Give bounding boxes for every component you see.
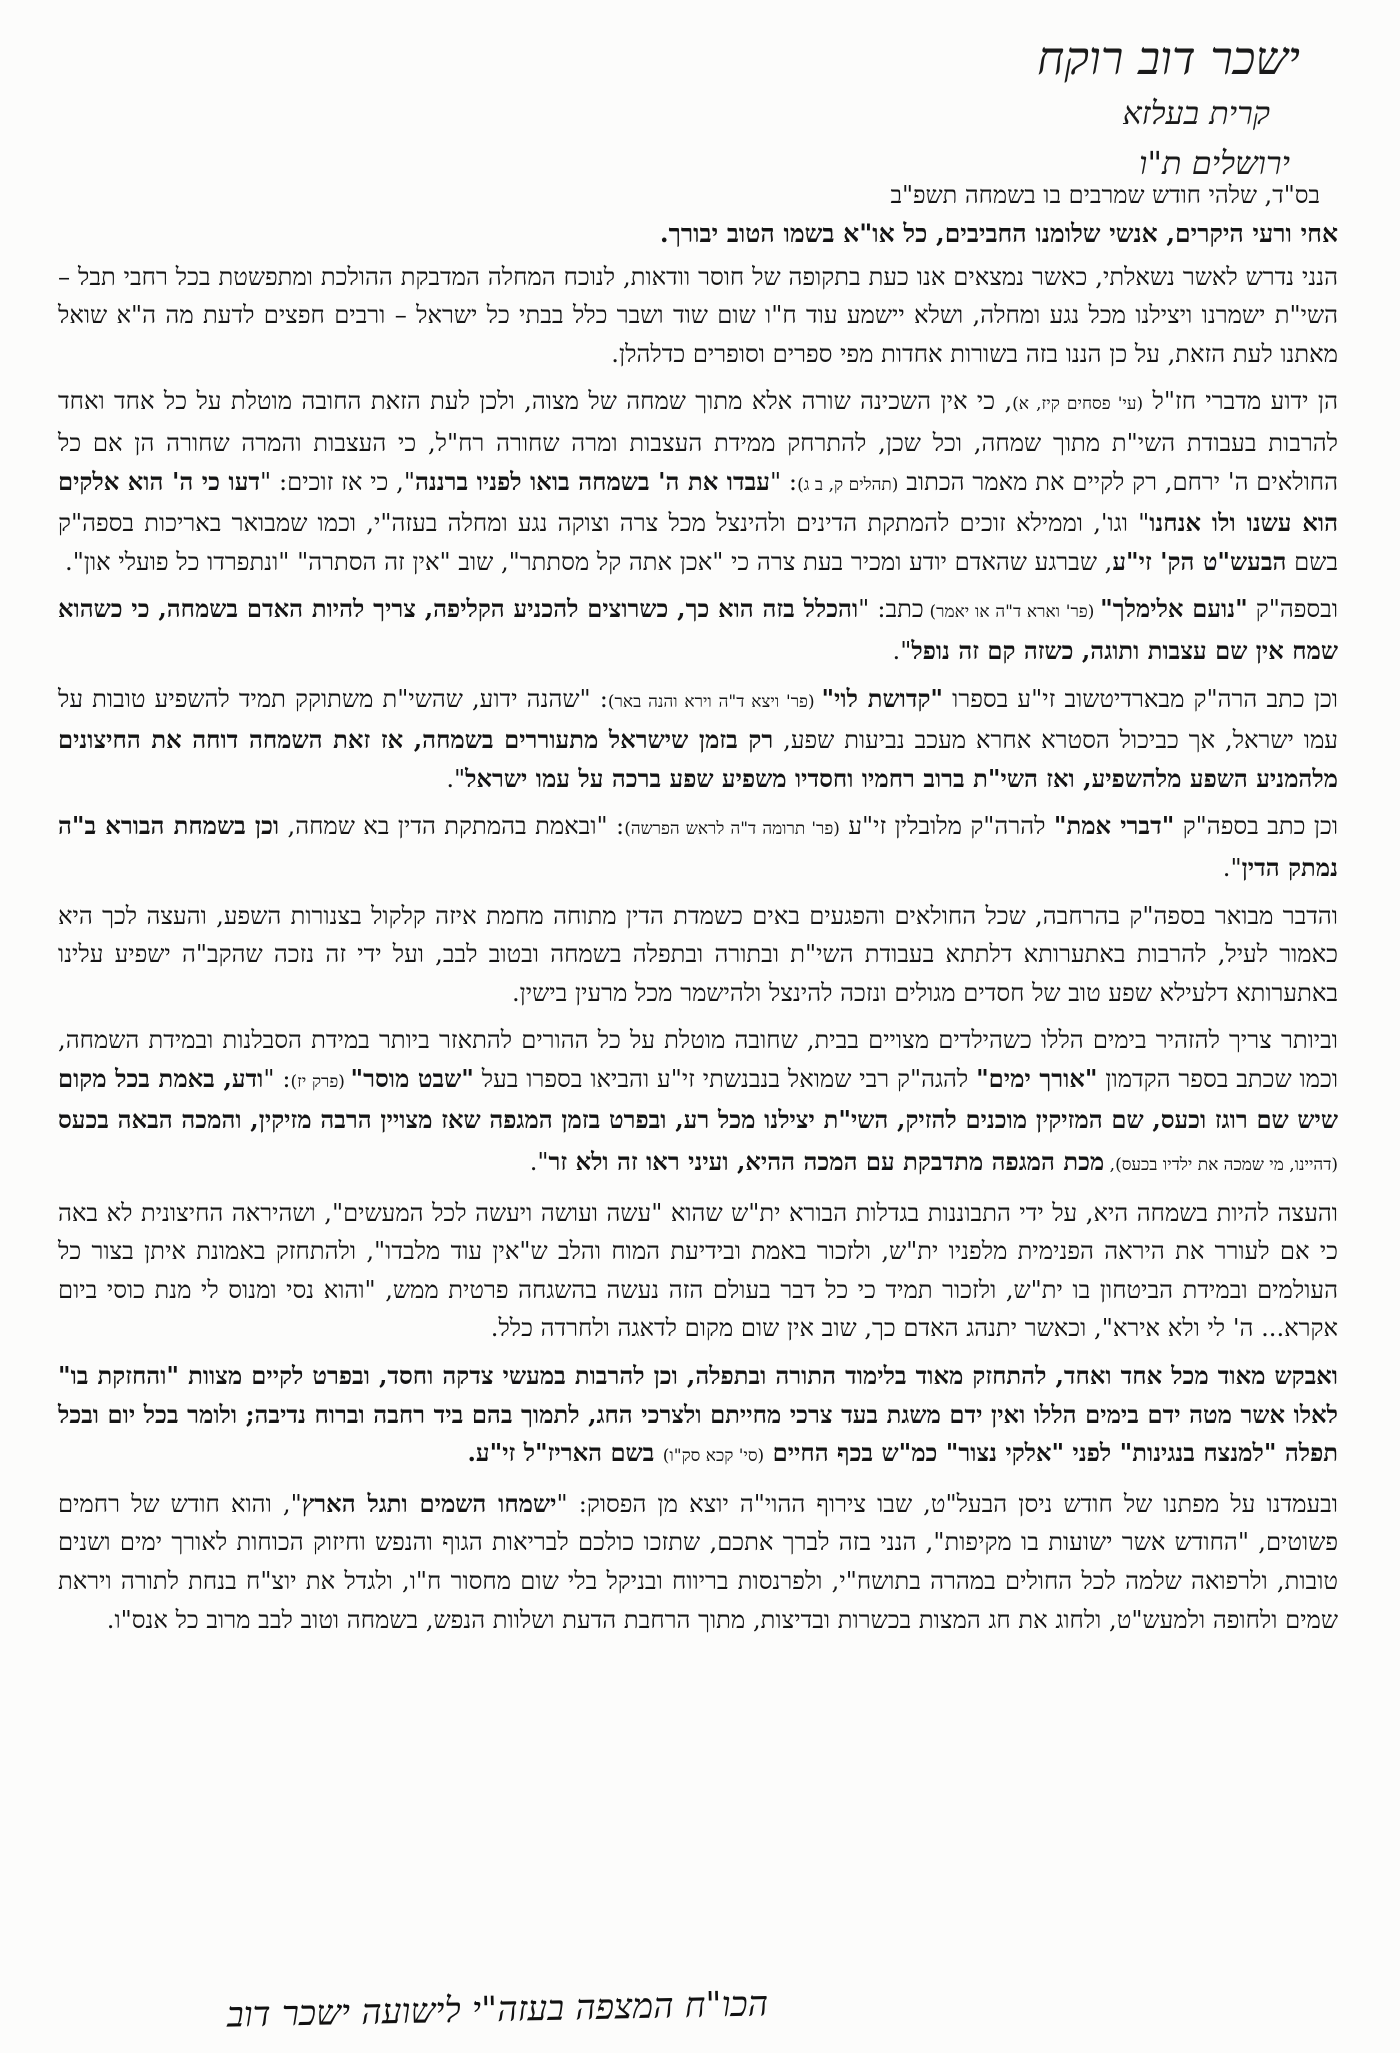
p5-bold-2: וכן בשמחת הבורא ב"ה נמתק הדין <box>58 811 1338 882</box>
p7-bold-4: מכת המגפה מתדבקת עם המכה ההיא, ועיני ראו זה ולא זר <box>548 1147 1105 1177</box>
p10-text-c: ", והוא חודש של רחמים פשוטים, "החודש אשר ישועות בו מקיפות", הנני בזה לברך אתכם, שתזכו כולכם לבריאות הגוף והנפש וחיזוק הכוחות לאורך ימים ושנים טובות, ולרפואה שלמה לכל החולים במהרה בתושח"י, ולפרנסות בריווח ובניקל בלי שום מחסור ח"ו, ולגדל את יוצ"ח בנחת לתורה ויראת שמים ולחופה ולמעש"ט, ולחוג את חג המצות בכשרות ובדיצות, מתוך הרחבת הדעת ושלוות הנפש, בשמחה וטוב לבב מרוב כל אנס"ו. <box>58 1489 1338 1634</box>
p7-bold-2: "שבט מוסר" <box>350 1063 474 1093</box>
letterhead <box>880 28 1300 188</box>
p2-bold-2: דעו כי ה' הוא אלקים הוא עשנו ולו אנחנו <box>58 466 1339 538</box>
p2-text-e: " וגו', וממילא זוכים להמתקת הדינים ולהינצל מכל צרה וצוקה נגע ומחלה בעזה"י, וכמו שמבואר באריכות בספה"ק בשם <box>58 509 1338 576</box>
p4-bold-2: רק בזמן שישראל מתעוררים בשמחה, אז זאת השמחה דוחה את החיצונים מלהמניע השפע מלהשפיע, ואז השי"ת ברוב רחמיו וחסדיו משפיע שפע ברכה על עמו ישראל <box>58 725 1338 793</box>
p3-bold-1: "נועם אלימלך" <box>1100 594 1248 624</box>
p2-text-f: , שברגע שהאדם יודע ומכיר בעת צרה כי "אכן אתה קל מסתתר", שוב "אין זה הסתרה" "ונתפרדו כל פועלי און". <box>65 547 1113 576</box>
paragraph-5 <box>58 807 1338 887</box>
p7-bold-1: "אורך ימים" <box>976 1063 1098 1093</box>
paragraph-1: הנני נדרש לאשר נשאלתי, כאשר נמצאים אנו כעת בתקופה של חוסר וודאות, לנוכח המחלה המדבקת ההולכת ומתפשטת בכל רחבי תבל – השי"ת ישמרנו ויצילנו מכל נגע ומחלה, ושלא יישמע עוד ח"ו שום שוד ושבר כלל בבתי כל ישראל – ורבים חפצים לדעת מה ה"א שואל מאתנו לעת הזאת, על כן הננו בזה בשורות אחדות מפי ספרים וסופרים כדלהלן. <box>58 262 1338 368</box>
p3-text-a: ובספה"ק <box>1247 595 1339 624</box>
p7-text-d: : " <box>263 1064 291 1093</box>
p2-text-d: ", כי אז זוכים: " <box>260 467 415 496</box>
p9-source: (סי' קכא סק"ו) <box>662 1446 765 1467</box>
paragraph-2 <box>58 382 1338 581</box>
salutation: אחי ורעי היקרים, אנשי שלומנו החביבים, כל או"א בשמו הטוב יבורך. <box>659 219 1338 248</box>
p7-text-a: וביותר צריך להזהיר בימים הללו כשהילדים מצויים בבית, שחובה מוטלת על כל ההורים להתאזר ביותר במידת הסבלנות ובמידת השמחה, וכמו שכתב בספר הקדמון <box>58 1026 1339 1093</box>
p7-text-c: להגה"ק רבי שמואל בנבנשתי זי"ע והביאו בספרו בעל <box>473 1064 977 1093</box>
letterhead-name: ישכר דוב רוקח <box>1037 31 1300 85</box>
p5-text-a: וכן כתב בספה"ק <box>1174 812 1339 841</box>
p7-text-e: ". <box>529 1148 549 1177</box>
paragraph-10 <box>58 1485 1338 1639</box>
p5-source: (פר' תרומה ד"ה לראש הפרשה) <box>624 819 840 840</box>
p2-source-1: (עי' פסחים קיז, א) <box>1012 394 1144 415</box>
p4-bold-1: "קדושת לוי" <box>821 683 943 713</box>
p7-bold-3: ודע, באמת בכל מקום שיש שם רוגז וכעס, שם המזיקין מוכנים להזיק, השי"ת יצילנו מכל רע, ובפרט בזמן המגפה שאז מצויין הרבה מזיקין, והמכה הבאה בכעס <box>58 1063 1338 1135</box>
paragraph-9 <box>58 1357 1338 1476</box>
letter-body <box>58 215 1338 1648</box>
paragraph-3 <box>58 590 1338 670</box>
p3-text-d: ". <box>892 636 912 665</box>
p2-bold-1: עבדו את ה' בשמחה בואו לפניו ברננה <box>414 466 770 496</box>
p4-text-c: : "שהנה ידוע, שהשי"ת משתוקק תמיד להשפיע טובות על עמו ישראל, אך כביכול הסטרא אחרא מעכב נביעות שפע, <box>58 684 1338 755</box>
p2-text-a: הן ידוע מדברי חז"ל <box>1143 387 1338 416</box>
p2-text-b: , כי אין השכינה שורה אלא מתוך שמחה של מצוה, ולכן לעת הזאת החובה מוטלת על כל אחד ואחד להרבות בעבודת השי"ת מתוך שמחה, וכל שכן, להתרחק ממידת העצבות ומרה שחורה רח"ל, כי העצבות והמרה שחורה הן אם כל החולאים ה' ירחם, רק לקיים את מאמר הכתוב <box>58 387 1338 496</box>
paragraph-6: והדבר מבואר בספה"ק בהרחבה, שכל החולאים והפגעים באים כשמדת הדין מתוחה מחמת איזה קלקול בצנורות השפע, והעצה לכך היא כאמור לעיל, להרבות באתערותא דלתתא בעבודת השי"ת ובתורה ובתפלה בשמחה ובטוב לבב, ועל ידי זה נזכה שהקב"ה ישפיע עלינו באתערותא דלעילא שפע טוב של חסדים מגולים ונזכה להינצל ולהישמר מכל מרעין בישין. <box>58 901 1338 1007</box>
p5-text-c: להרה"ק מלובלין זי"ע <box>839 812 1054 841</box>
p10-bold-1: ישמחו השמים ותגל הארץ <box>301 1488 557 1518</box>
p5-text-d: : "ובאמת בהמתקת הדין בא שמחה, <box>279 812 625 841</box>
paragraph-7 <box>58 1021 1338 1184</box>
p7-source-2: (דהיינו, מי שמכה את ילדיו בכעס), <box>1104 1155 1338 1176</box>
p7-source-1: (פרק יז) <box>290 1071 351 1092</box>
p3-source: (פר' וארא ד"ה או יאמר) <box>923 602 1101 623</box>
handwritten-signature: הכו"ח המצפה בעזה"י לישועה ישכר דוב <box>226 1984 769 2036</box>
paragraph-4 <box>58 680 1338 799</box>
p4-text-a: וכן כתב הרה"ק מבארדיטשוב זי"ע בספרו <box>943 684 1338 713</box>
letterhead-city: ירושלים ת"ו <box>1139 144 1290 182</box>
p5-text-e: ". <box>1222 853 1242 882</box>
p9-bold-a: ואבקש מאוד מכל אחד ואחד, להתחזק מאוד בלימוד התורה ובתפלה, וכן להרבות במעשי צדקה וחסד, ובפרט לקיים מצוות "והחזקת בו" לאלו אשר מטה ידם בימים הללו ואין ידם משגת בעד צרכי מחייתם ולצרכי החג, לתמוך בהם ביד רחבה וברוח נדיבה; ולומר בכל יום ובכל תפלה "למנצח בנגינות" לפני "אלקי נצור" כמ"ש בכף החיים <box>58 1361 1338 1468</box>
p2-text-c: : " <box>769 467 798 496</box>
p3-text-c: כתב: " <box>858 595 924 624</box>
p2-bold-3: הבעש"ט הק' זי"ע <box>1112 546 1287 576</box>
p5-bold-1: "דברי אמת" <box>1053 811 1175 841</box>
p10-text-a: ובעמדנו על מפתנו של חודש ניסן הבעל"ט, שבו צירוף ההוי"ה יוצא מן הפסוק: " <box>556 1489 1338 1518</box>
letterhead-location: קרית בעלזא <box>1122 94 1270 132</box>
p4-source: (פר' ויצא ד"ה וירא והנה באר) <box>607 691 822 712</box>
p3-bold-2: והכלל בזה הוא כך, כשרוצים להכניע הקליפה, צריך להיות האדם בשמחה, כי כשהוא שמח אין שם עצבות ותוגה, כשזה קם זה נופל <box>58 594 1338 665</box>
p2-source-2: (תהלים ק, ב ג) <box>797 474 899 495</box>
paragraph-8: והעצה להיות בשמחה היא, על ידי התבוננות בגדלות הבורא ית"ש שהוא "עשה ועושה ויעשה לכל המעשים", ושהיראה החיצונית לא באה כי אם לעורר את היראה הפנימית מלפניו ית"ש, ולזכור באמת ובידיעת המוח והלב ש"אין עוד מלבדו", ולהתחזק באמונת איתן בצור כל העולמים ובמידת הביטחון בו ית"ש, ולזכור תמיד כי כל דבר בעולם הזה נעשה בהשגחה פרטית ממש, "והוא נסי ומנוס לי מנת כוסי ביום אקרא... ה' לי ולא אירא", וכאשר יתנהג האדם כך, שוב אין שום מקום לדאגה ולחרדה כלל. <box>58 1198 1338 1343</box>
p4-text-d: ". <box>446 764 466 793</box>
p9-bold-b: בשם האריז"ל זי"ע. <box>467 1438 663 1468</box>
dateline: בס"ד, שלהי חודש שמרבים בו בשמחה תשפ"ב <box>890 181 1320 209</box>
